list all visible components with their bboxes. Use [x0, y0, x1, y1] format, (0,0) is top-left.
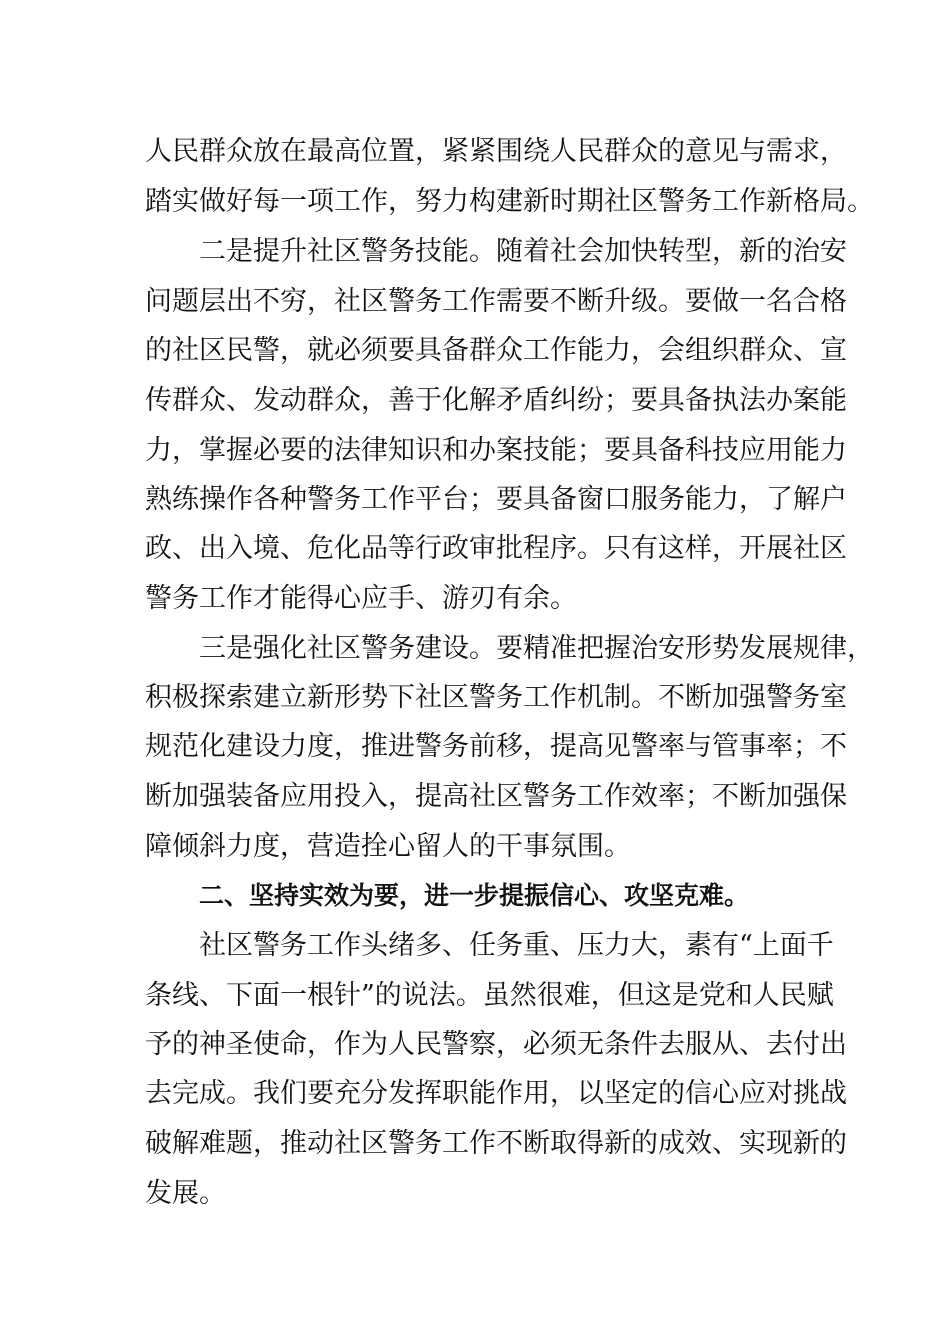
text-line [0, 822, 950, 872]
text-line [0, 971, 950, 1021]
line-text: 障倾斜力度，营造拴心留人的干事氛围。 [145, 831, 631, 862]
line-text: 条线、下面一根针”的说法。虽然很难，但这是党和人民赋 [145, 980, 834, 1011]
line-text: 力，掌握必要的法律知识和办案技能；要具备科技应用能力 [145, 435, 847, 466]
line-text: 去完成。我们要充分发挥职能作用，以坚定的信心应对挑战 [145, 1078, 847, 1109]
line-text: 社区警务工作头绪多、任务重、压力大，素有“上面千 [199, 930, 834, 961]
heading-text: 二、坚持实效为要，进一步提振信心、攻坚克难。 [199, 881, 750, 910]
line-text: 人民群众放在最高位置，紧紧围绕人民群众的意见与需求， [145, 136, 847, 167]
text-line [0, 673, 950, 723]
line-text: 二是提升社区警务技能。随着社会加快转型，新的治安 [199, 236, 847, 267]
text-line [0, 326, 950, 376]
text-line [0, 772, 950, 822]
text-line [0, 1069, 950, 1119]
text-line [0, 1119, 950, 1169]
line-text: 规范化建设力度，推进警务前移，提高见警率与管事率；不 [145, 731, 847, 762]
line-text: 发展。 [145, 1178, 226, 1209]
line-text: 断加强装备应用投入，提高社区警务工作效率；不断加强保 [145, 781, 847, 812]
line-text: 予的神圣使命，作为人民警察，必须无条件去服从、去付出 [145, 1029, 847, 1060]
text-line [0, 722, 950, 772]
text-line [0, 227, 950, 277]
line-text: 的社区民警，就必须要具备群众工作能力，会组织群众、宣 [145, 335, 847, 366]
text-line [0, 177, 950, 227]
text-line [0, 426, 950, 476]
line-text: 熟练操作各种警务工作平台；要具备窗口服务能力，了解户 [145, 484, 847, 515]
section-heading [0, 871, 950, 921]
text-line [0, 624, 950, 674]
text-line [0, 277, 950, 327]
text-line [0, 1169, 950, 1219]
line-text: 政、出入境、危化品等行政审批程序。只有这样，开展社区 [145, 533, 847, 564]
line-text: 破解难题，推动社区警务工作不断取得新的成效、实现新的 [145, 1128, 847, 1159]
line-text: 三是强化社区警务建设。要精准把握治安形势发展规律， [199, 633, 874, 664]
text-line [0, 574, 950, 624]
line-text: 警务工作才能得心应手、游刃有余。 [145, 583, 577, 614]
line-text: 问题层出不穷，社区警务工作需要不断升级。要做一名合格 [145, 286, 847, 317]
text-line [0, 921, 950, 971]
text-line [0, 524, 950, 574]
text-line [0, 127, 950, 177]
line-text: 传群众、发动群众，善于化解矛盾纠纷；要具备执法办案能 [145, 385, 847, 416]
text-line [0, 376, 950, 426]
text-line [0, 1020, 950, 1070]
text-line [0, 475, 950, 525]
line-text: 踏实做好每一项工作，努力构建新时期社区警务工作新格局。 [145, 186, 874, 217]
line-text: 积极探索建立新形势下社区警务工作机制。不断加强警务室 [145, 682, 847, 713]
